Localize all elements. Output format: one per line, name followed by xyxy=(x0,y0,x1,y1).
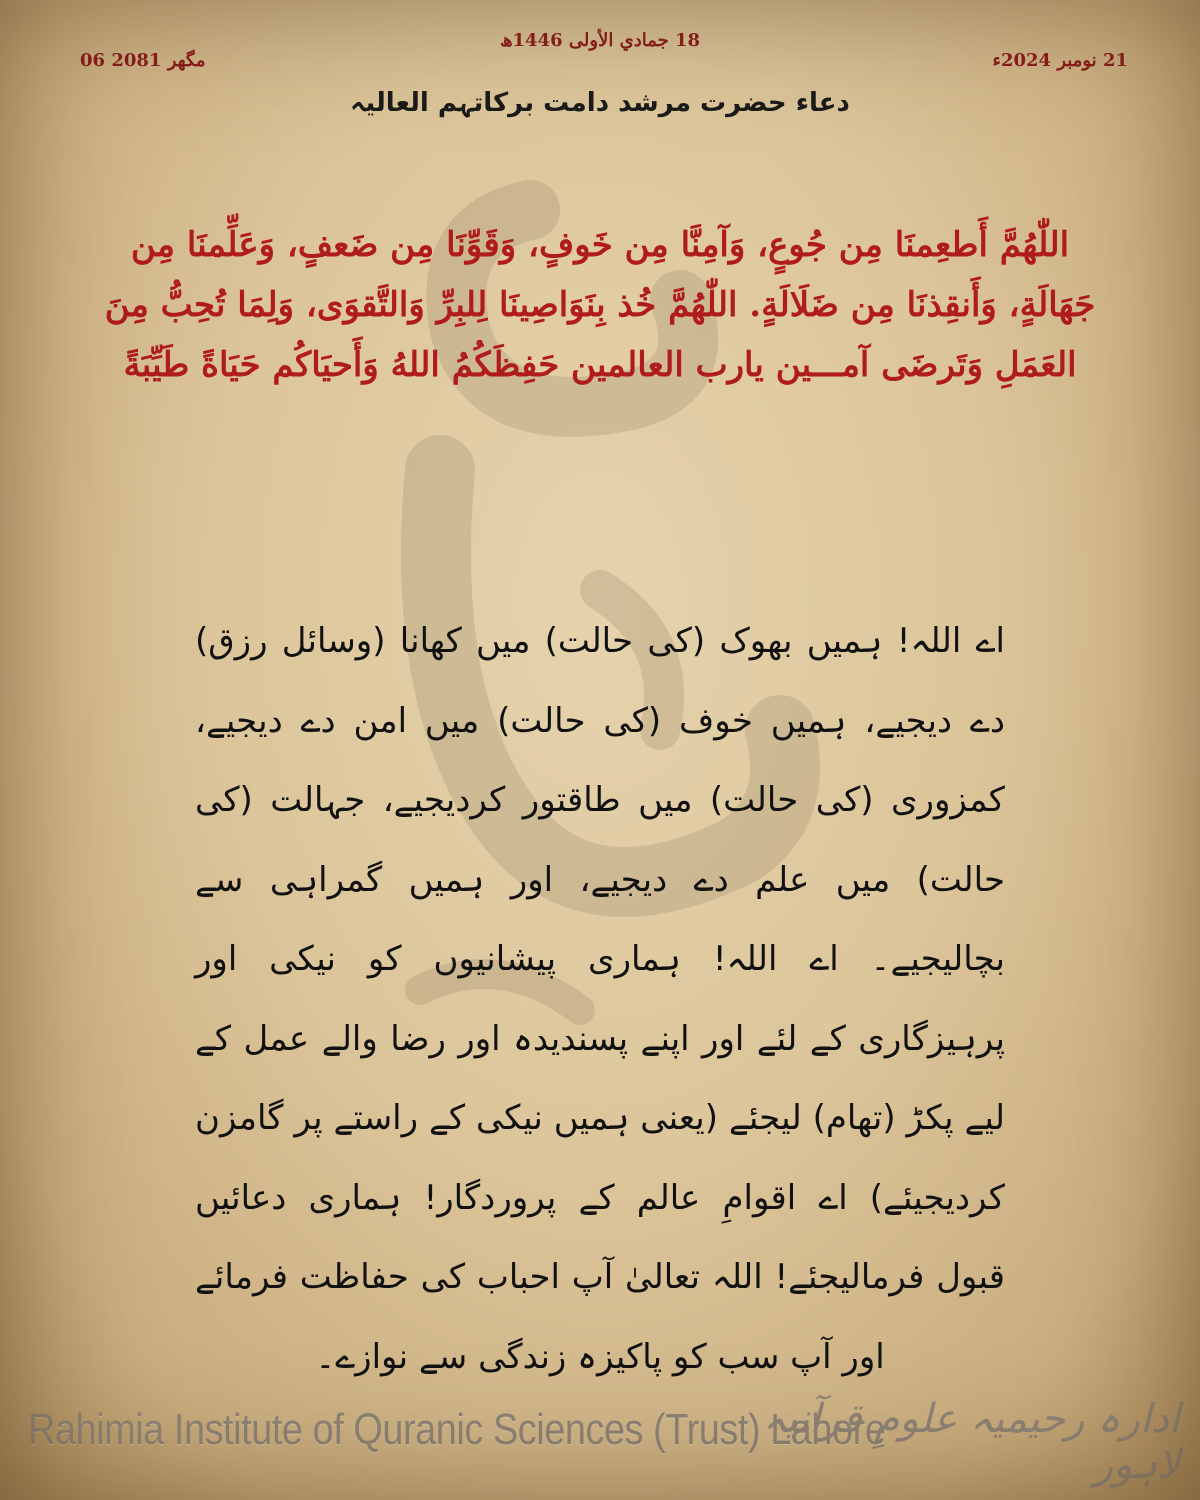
gregorian-date: 21 نومبر 2024ء xyxy=(992,50,1128,71)
dua-urdu-translation: اے اللہ! ہمیں بھوک (کی حالت) میں کھانا (وسائل رزق) دے دیجیے، ہمیں خوف (کی حالت) میں امن دے دیجیے، کمزوری (کی حالت) میں طاقتور کردیجیے، جہالت (کی حالت) میں علم دے دیجیے، اور ہمیں گمراہی سے بچالیجیے۔ اے اللہ! ہماری پیشانیوں کو نیکی اور پرہیزگاری کے لئے اور اپنے پسندیدہ اور رضا والے عمل کے لیے پکڑ (تھام) لیجئے (یعنی ہمیں نیکی کے راستے پر گامزن کردیجیئے) اے اقوامِ عالم کے پروردگار! ہماری دعائیں قبول فرمالیجئے! اللہ تعالیٰ آپ احباب کی حفاظت فرمائے اور آپ سب کو پاکیزہ زندگی سے نوازے۔ xyxy=(195,621,1005,1377)
dua-arabic-text: اللّٰهُمَّ أَطعِمنَا مِن جُوعٍ، وَآمِنَّا مِن خَوفٍ، وَقَوِّنَا مِن ضَعفٍ، وَعَلِّمنَا مِن جَهَالَةٍ، وَأَنقِذنَا مِن ضَلَالَةٍ. اللّٰهُمَّ خُذ بِنَوَاصِينَا لِلبِرِّ وَالتَّقوَى، وَلِمَا تُحِبُّ مِنَ العَمَلِ وَتَرضَى آمـــين يارب العالمين حَفِظَكُمُ اللهُ وَأَحيَاكُم حَيَاةً طَيِّبَةً xyxy=(104,225,1096,385)
footer-institute-logo: ادارہ رحیمیہ علومِ قرآنیہ لاہور xyxy=(762,1396,1180,1488)
date-row xyxy=(0,30,1200,80)
footer-institute-english: Rahimia Institute of Quranic Sciences (Trust) Lahore xyxy=(28,1405,886,1454)
hijri-date: 18 جمادي الأولى 1446ھ xyxy=(499,30,701,51)
page-title: دعاء حضرت مرشد دامت برکاتہم العالیہ xyxy=(350,88,850,118)
bikrami-date: 06 مگھر 2081 xyxy=(80,50,206,71)
